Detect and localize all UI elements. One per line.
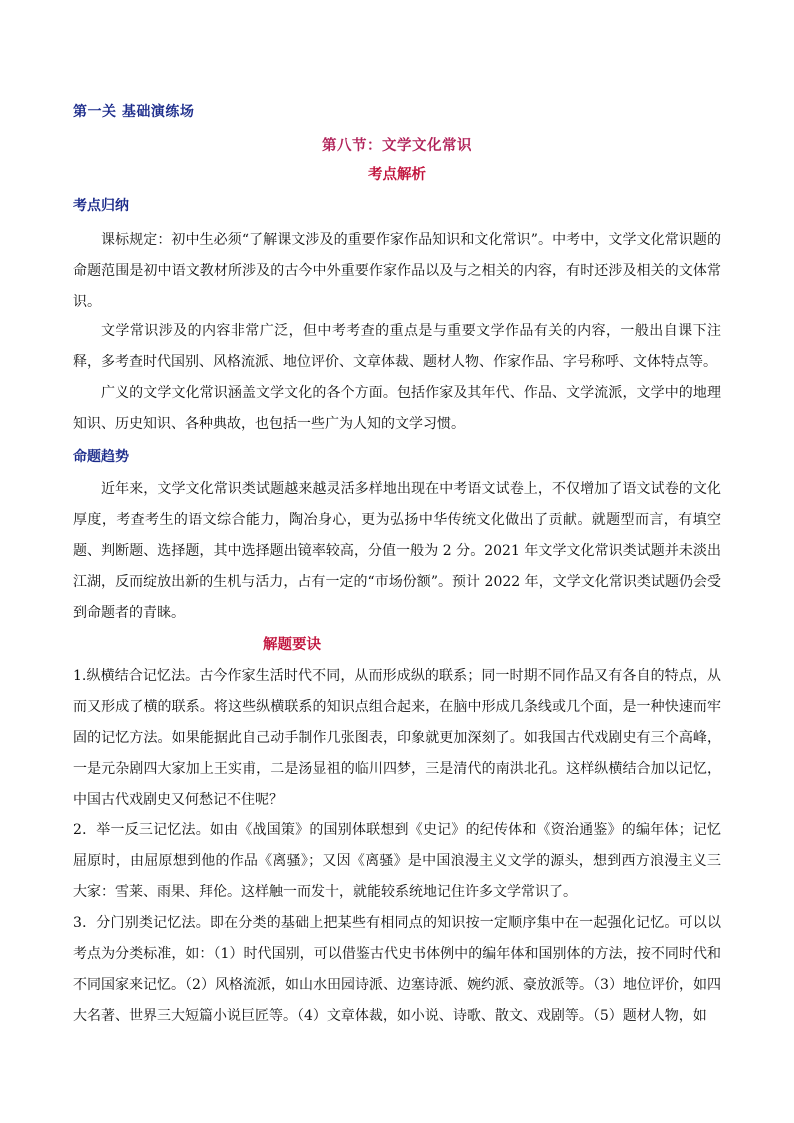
paragraph-kaodian-2: 文学常识涉及的内容非常广泛，但中考考查的重点是与重要文学作品有关的内容，一般出自课下注释，多考查时代国别、风格流派、地位评价、文章体裁、题材人物、作家作品、字号称呼、文体特点等。 xyxy=(73,323,721,370)
tip-item-2: 2．举一反三记忆法。如由《战国策》的国别体联想到《史记》的纪传体和《资治通鉴》的编年体；记忆屈原时，由屈原想到他的作品《离骚》；又因《离骚》是中国浪漫主义文学的源头，想到西方浪漫主义三大家：雪莱、雨果、拜伦。这样触一而发十，就能较系统地记住许多文学常识了。 xyxy=(73,822,721,900)
heading-trend: 命题趋势 xyxy=(73,449,129,465)
paragraph-kaodian-1: 课标规定：初中生必须“了解课文涉及的重要作家作品知识和文化常识”。中考中，文学文化常识题的命题范围是初中语文教材所涉及的古今中外重要作家作品以及与之相关的内容，有时还涉及相关的文体常识。 xyxy=(73,232,721,310)
chapter-title: 第八节：文学文化常识 xyxy=(322,138,472,154)
subtitle: 考点解析 xyxy=(368,167,426,183)
heading-kaodian: 考点归纳 xyxy=(73,198,129,214)
heading-tips: 解题要诀 xyxy=(263,637,321,653)
paragraph-kaodian-3: 广义的文学文化常识涵盖文学文化的各个方面。包括作家及其年代、作品、文学流派，文学中的地理知识、历史知识、各种典故，也包括一些广为人知的文学习惯。 xyxy=(73,385,721,432)
tip-item-3: 3．分门别类记忆法。即在分类的基础上把某些有相同点的知识按一定顺序集中在一起强化记忆。可以以考点为分类标准，如：（1）时代国别，可以借鉴古代史书体例中的编年体和国别体的方法，按不同时代和不同国家来记忆。（2）风格流派，如山水田园诗派、边塞诗派、婉约派、豪放派等。（3）地位评价，如四大名著、世界三大短篇小说巨匠等。（4）文章体裁，如小说、诗歌、散文、戏剧等。（5）题材人物，如 xyxy=(73,915,721,1024)
section-label: 第一关 基础演练场 xyxy=(73,104,195,120)
paragraph-trend: 近年来，文学文化常识类试题越来越灵活多样地出现在中考语文试卷上，不仅增加了语文试卷的文化厚度，考查考生的语文综合能力，陶冶身心，更为弘扬中华传统文化做出了贡献。就题型而言，有填空题、判断题、选择题，其中选择题出镜率较高，分值一般为 2 分。2021 年文学文化常识类试题并未淡出江湖，反而绽放出新的生机与活力，占有一定的“市场份额”。预计 2022 年，文学文化常识类试题仍会受到命题者的青睐。 xyxy=(73,481,721,621)
tip-item-1: 1.纵横结合记忆法。古今作家生活时代不同，从而形成纵的联系；同一时期不同作品又有各自的特点，从而又形成了横的联系。将这些纵横联系的知识点组合起来，在脑中形成几条线或几个面，是一种快速而牢固的记忆方法。如果能据此自己动手制作几张图表，印象就更加深刻了。如我国古代戏剧史有三个高峰，一是元杂剧四大家加上王实甫，二是汤显祖的临川四梦，三是清代的南洪北孔。这样纵横结合加以记忆，中国古代戏剧史又何愁记不住呢？ xyxy=(73,668,721,808)
